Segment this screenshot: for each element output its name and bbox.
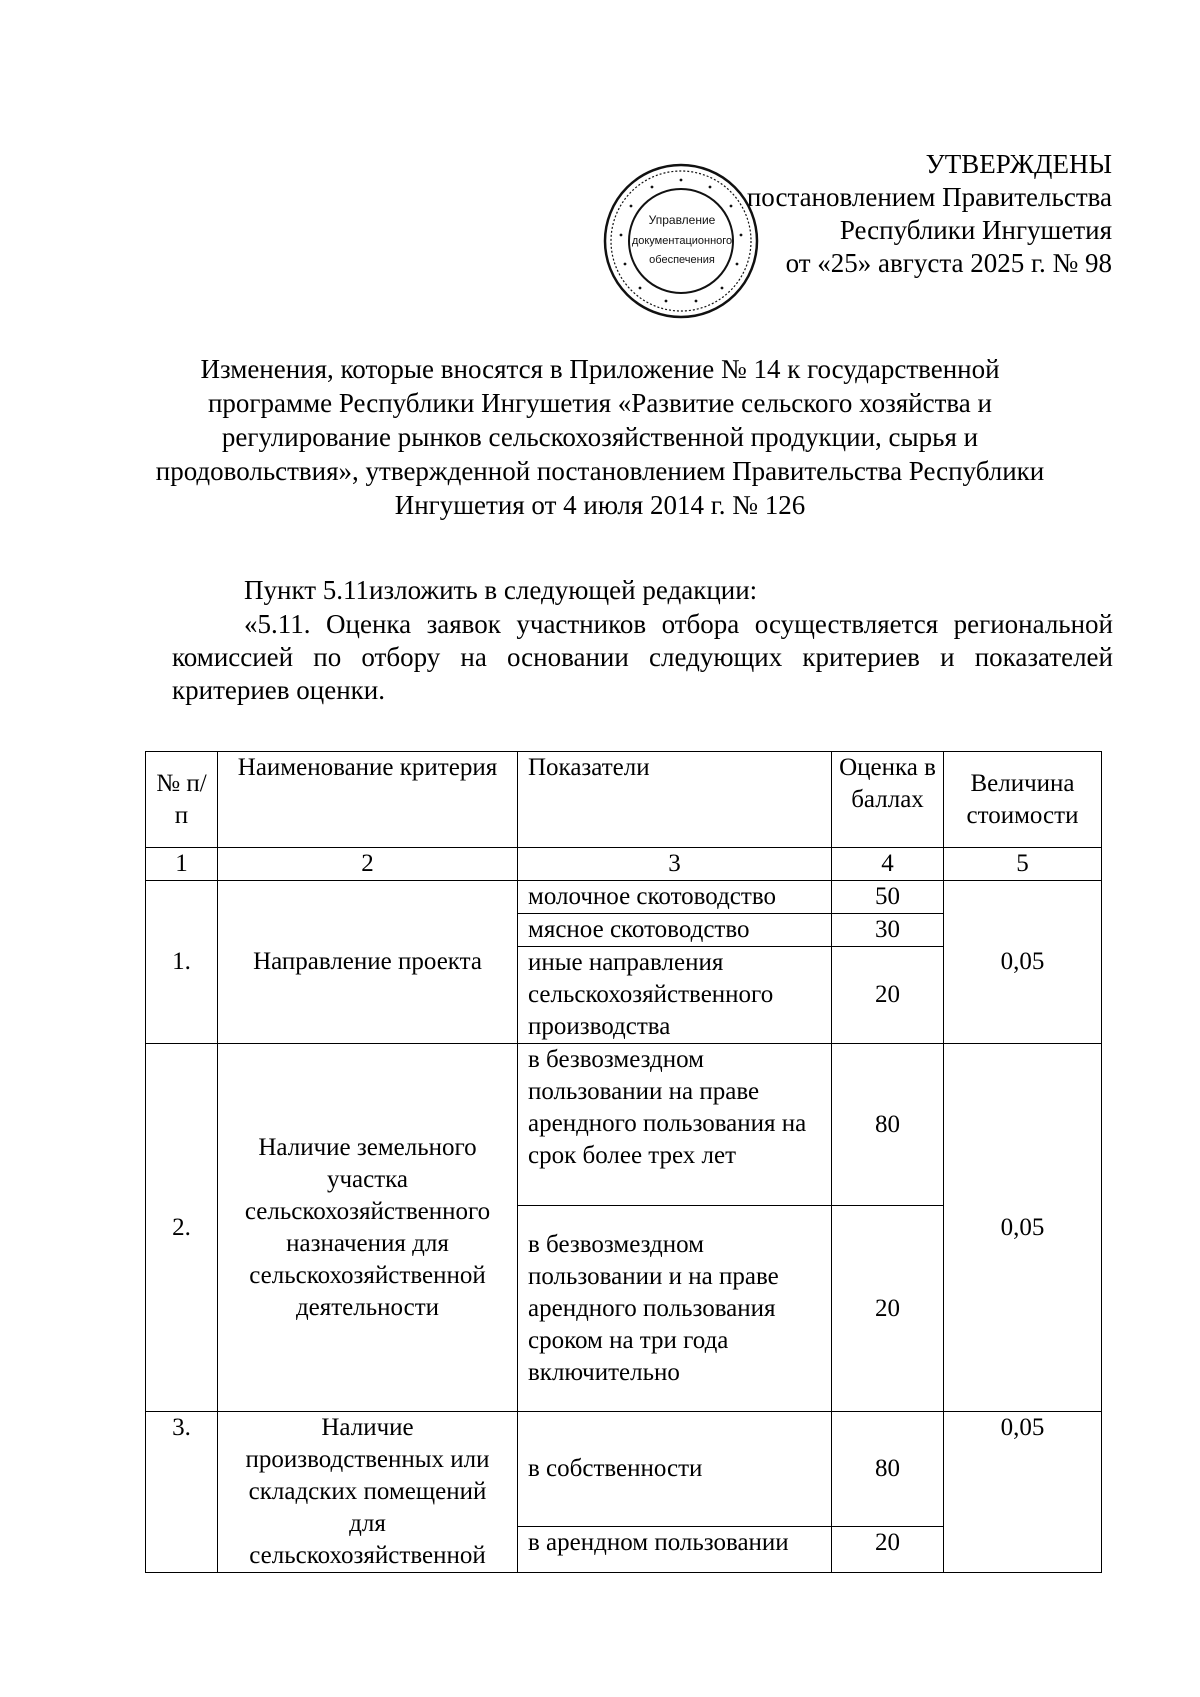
row-2-indicator-1: в безвозмездном пользовании на праве арендного пользования на срок более трех лет — [518, 1044, 832, 1206]
title-line-4: продовольствия», утвержденной постановлением Правительства Республики — [155, 456, 1045, 486]
stamp-line-1: Управление — [648, 213, 716, 227]
row-1-value: 0,05 — [944, 881, 1102, 1044]
row-3-num: 3. — [146, 1412, 218, 1573]
header-num: № п/п — [146, 752, 218, 848]
index-cell: 4 — [832, 848, 944, 881]
criteria-table — [145, 751, 1102, 1573]
table-row — [146, 1412, 1102, 1527]
title-line-2: программе Республики Ингушетия «Развитие сельского хозяйства и — [207, 388, 992, 418]
row-2-score-2: 20 — [832, 1206, 944, 1412]
row-2-indicator-2: в безвозмездном пользовании и на праве арендного пользования сроком на три года включительно — [518, 1206, 832, 1412]
document-title — [150, 352, 1050, 522]
row-1-indicator-1: молочное скотоводство — [518, 881, 832, 914]
paragraph-intro: Пункт 5.11изложить в следующей редакции: — [244, 575, 758, 605]
row-2-value: 0,05 — [944, 1044, 1102, 1412]
stamp-line-3: обеспечения — [649, 254, 715, 266]
official-seal-stamp — [600, 160, 762, 322]
row-3-score-2: 20 — [832, 1527, 944, 1573]
approved-heading: УТВЕРЖДЕНЫ — [925, 149, 1112, 179]
row-3-value: 0,05 — [944, 1412, 1102, 1573]
row-1-score-1: 50 — [832, 881, 944, 914]
approval-line-2: Республики Ингушетия — [839, 215, 1112, 245]
row-3-criterion: Наличие производственных или складских помещений для сельскохозяйственной — [218, 1412, 518, 1573]
row-1-num: 1. — [146, 881, 218, 1044]
table-header-row — [146, 752, 1102, 848]
approval-line-3: от «25» августа 2025 г. № 98 — [785, 248, 1112, 278]
row-1-indicator-2: мясное скотоводство — [518, 914, 832, 947]
header-indicators: Показатели — [518, 752, 832, 848]
table-index-row — [146, 848, 1102, 881]
title-line-3: регулирование рынков сельскохозяйственной продукции, сырья и — [221, 422, 979, 452]
row-2-criterion: Наличие земельного участка сельскохозяйственного назначения для сельскохозяйственной деятельности — [218, 1044, 518, 1412]
index-cell: 5 — [944, 848, 1102, 881]
row-2-num: 2. — [146, 1044, 218, 1412]
table-row — [146, 1044, 1102, 1206]
index-cell: 1 — [146, 848, 218, 881]
stamp-line-2: документационного — [631, 235, 733, 247]
row-3-indicator-2: в арендном пользовании — [518, 1527, 832, 1573]
index-cell: 3 — [518, 848, 832, 881]
approval-block — [747, 148, 1112, 280]
header-criterion: Наименование критерия — [218, 752, 518, 848]
title-line-5: Ингушетия от 4 июля 2014 г. № 126 — [394, 490, 806, 520]
row-1-indicator-3: иные направления сельскохозяйственного производства — [518, 947, 832, 1044]
header-value: Величина стоимости — [944, 752, 1102, 848]
index-cell: 2 — [218, 848, 518, 881]
header-score: Оценка в баллах — [832, 752, 944, 848]
row-2-score-1: 80 — [832, 1044, 944, 1206]
title-line-1: Изменения, которые вносятся в Приложение № 14 к государственной — [200, 354, 1000, 384]
approval-line-1: постановлением Правительства — [746, 182, 1112, 212]
row-3-score-1: 80 — [832, 1412, 944, 1527]
table-row — [146, 881, 1102, 914]
paragraph-5-11: «5.11. Оценка заявок участников отбора осуществляется региональной комиссией по отбору на основании следующих критериев и показателей критериев оценки. — [172, 609, 1113, 705]
row-1-score-2: 30 — [832, 914, 944, 947]
row-3-indicator-1: в собственности — [518, 1412, 832, 1527]
row-1-score-3: 20 — [832, 947, 944, 1044]
row-1-criterion: Направление проекта — [218, 881, 518, 1044]
